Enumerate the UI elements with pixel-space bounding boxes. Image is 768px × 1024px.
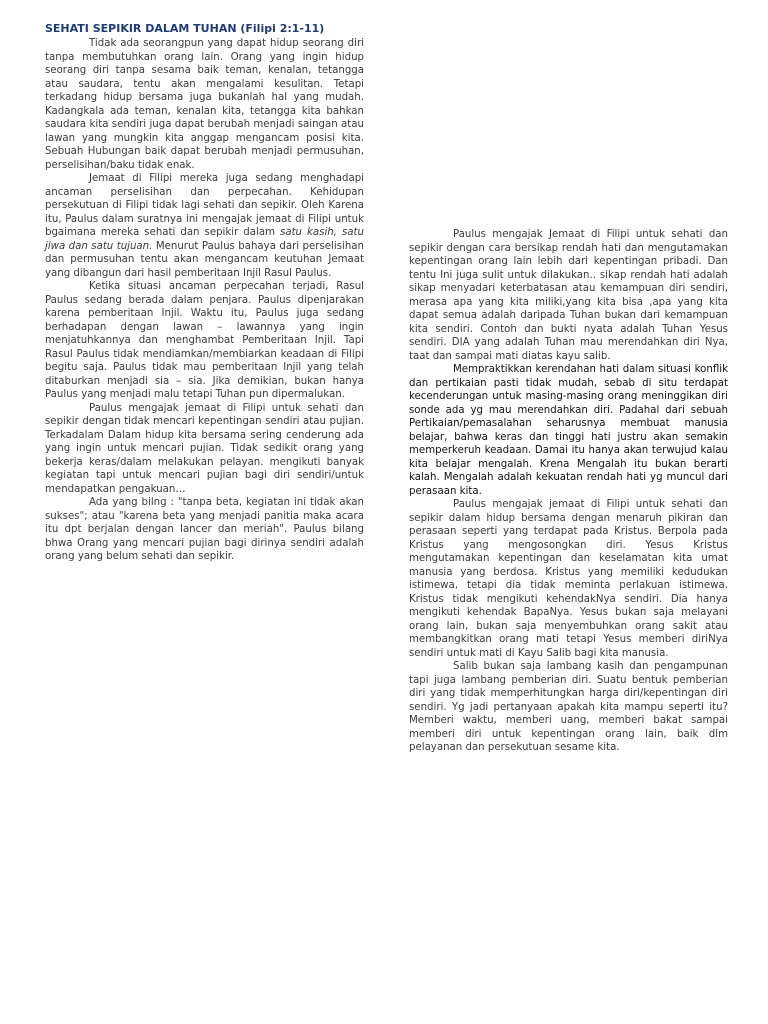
paragraph: Salib bukan saja lambang kasih dan pengampunan tapi juga lambang pemberian diri. Suatu bentuk pemberian diri yang tidak memperhitungkan harga diri/kepentingan diri sendiri. Yg jadi pertanyaan apakah kita mampu seperti itu? Memberi waktu, memberi uang, memberi bakat sampai memberi diri untuk kepentingan orang lain, baik dlm pelayanan dan persekutuan sesame kita.: [409, 661, 728, 753]
document-title: SEHATI SEPIKIR DALAM TUHAN (Filipi 2:1-11): [45, 22, 325, 35]
emphasized-phrase: satu kasih, satu jiwa dan satu tujuan.: [45, 227, 364, 252]
paragraph: [45, 172, 364, 280]
paragraph-text: Menurut Paulus bahaya dari perselisihan dan permusuhan tentu akan mengancam keutuhan Jemaat yang dibangun dari hasil pemberitaan Injil Rasul Paulus.: [45, 240, 364, 279]
paragraph: Tidak ada seorangpun yang dapat hidup seorang diri tanpa membutuhkan orang lain. Orang yang ingin hidup seorang diri tanpa sesama baik teman, kenalan, tetangga atau saudara, tentu akan mengalami kesulitan. Tetapi terkadang hidup bersama juga bukanlah hal yang mudah. Kadangkala ada teman, kenalan kita, tetangga kita bahkan saudara kita sendiri juga dapat berubah menjadi saingan atau lawan yang mungkin kita anggap mengancam posisi kita. Sebuah Hubungan baik dapat berubah menjadi permusuhan, perselisihan/baku tidak enak.: [45, 38, 364, 171]
paragraph: Ada yang bilng : "tanpa beta, kegiatan ini tidak akan sukses"; atau "karena beta yang menjadi panitia maka acara itu dpt berjalan dengan lancer dan meriah". Paulus bilang bhwa Orang yang mencari pujian bagi dirinya sendiri adalah orang yang belum sehati dan sepikir.: [45, 497, 364, 562]
paragraph: Paulus mengajak jemaat di Filipi untuk sehati dan sepikir dengan tidak mencari kepentingan sendiri atau pujian. Terkadalam Dalam hidup kita bersama sering cenderung ada yang ingin untuk mencari pujian. Tidak sedikit orang yang bekerja keras/dalam melakukan pelayan. mengikuti banyak kegiatan tapi untuk mencari pujian bagi diri sendiri/untuk mendapatkan pengakuan…: [45, 402, 364, 495]
paragraph: Ketika situasi ancaman perpecahan terjadi, Rasul Paulus sedang berada dalam penjara. Paulus dipenjarakan karena pemberitaan Injil. Waktu itu, Paulus juga sedang berhadapan dengan lawan – lawannya yang ingin menjatuhkannya dan menghambat Pemberitaan Injil. Tapi Rasul Paulus tidak mendiamkan/membiarkan keadaan di Filipi begitu saja. Paulus tidak mau pemberitaan Injil yang telah ditaburkan menjadi sia – sia. Jika demikian, bukan hanya Paulus yang menjadi malu tetapi Tuhan pun dipermalukan.: [45, 281, 364, 400]
paragraph: Paulus mengajak Jemaat di Filipi untuk sehati dan sepikir dengan cara bersikap rendah hati dan mengutamakan kepentingan orang lain lebih dari kepentingan pribadi. Dan tentu Ini juga sulit untuk dilakukan.. sikap rendah hati adalah sikap menyadari keterbatasan atau kemampuan diri sendiri, merasa apa yang kita miliki,yang kita bisa ,apa yang kita dapat semua adalah daripada Tuhan bukan dari kemampuan kita sendiri. Contoh dan bukti nyata adalah Tuhan Yesus sendiri. DIA yang adalah Tuhan mau merendahkan diri Nya, taat dan sampai mati diatas kayu salib.: [409, 229, 728, 362]
right-column: [409, 228, 728, 755]
paragraph: Paulus mengajak jemaat di Filipi untuk sehati dan sepikir dalam hidup bersama dengan menaruh pikiran dan perasaan seperti yang terdapat pada Kristus. Berpola pada Kristus yang mengosongkan diri. Yesus Kristus mengutamakan kepentingan dan keselamatan kita umat manusia yang berdosa. Kristus yang memiliki kedudukan istimewa, tetapi dia tidak meminta perlakuan istimewa. Kristus tidak mengikuti kehendakNya sendiri. Dia hanya mengikuti kehendak BapaNya. Yesus bukan saja melayani orang lain, bukan saja menyembuhkan orang sakit atau membangkitkan orang mati tetapi Yesus memberi diriNya sendiri untuk mati di Kayu Salib bagi kita manusia.: [409, 499, 728, 659]
paragraph-text: Jemaat di Filipi mereka juga sedang menghadapi ancaman perselisihan dan perpecahan. Kehidupan persekutuan di Filipi tidak lagi sehati dan sepikir. Oleh Karena itu, Paulus dalam suratnya ini mengajak jemaat di Filipi untuk bgaimana mereka sehati dan sepikir dalam: [45, 173, 364, 238]
left-column: [45, 22, 364, 564]
paragraph: Mempraktikkan kerendahan hati dalam situasi konflik dan pertikaian pasti tidak mudah, sebab di situ terdapat kecenderungan untuk masing-masing orang meninggikan diri sonde ada yg mau merendahkan diri. Padahal dari sebuah Pertikaian/pemasalahan seharusnya membuat manusia belajar, bahwa keras dan tinggi hati justru akan semakin memperkeruh keadaan. Damai itu hanya akan terwujud kalau kita belajar mengalah. Krena Mengalah itu bukan berarti kalah. Mengalah adalah kekuatan rendah hati yg muncul dari perasaan kita.: [409, 364, 728, 497]
